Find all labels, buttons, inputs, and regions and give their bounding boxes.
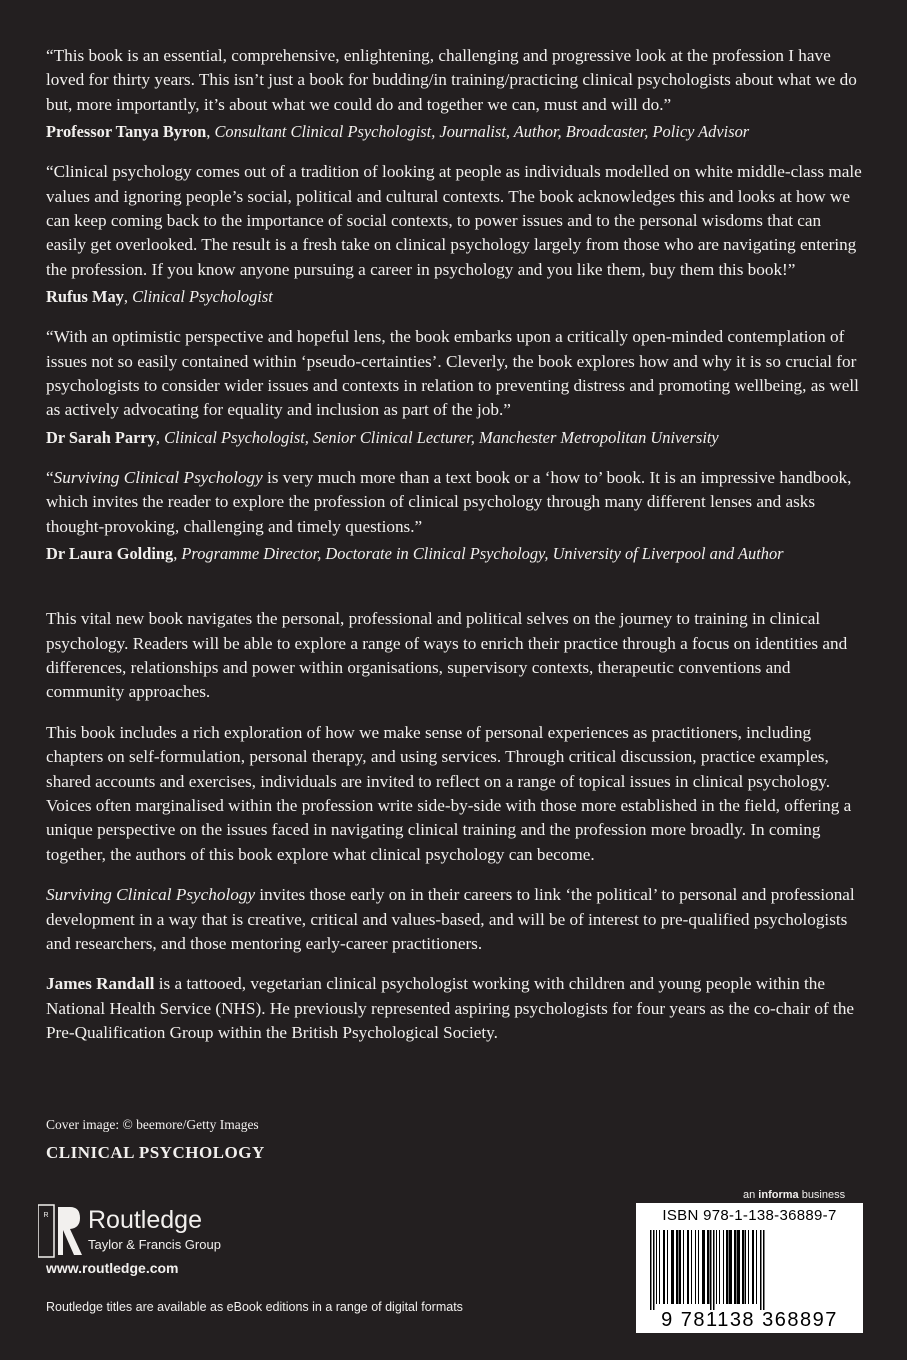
barcode-bar xyxy=(663,1230,665,1304)
barcode-bar xyxy=(659,1230,660,1304)
endorsement-quote: “This book is an essential, comprehensive, enlightening, challenging and progressive look at the profession I have loved for thirty years. This isn’t just a book for budding/in training/practicing clinical psychologists about what we do but, more importantly, it’s about what we could do and together we can, must and will do.” xyxy=(46,46,857,114)
description-paragraph xyxy=(46,883,864,956)
author-name: James Randall xyxy=(46,974,155,994)
barcode-bar xyxy=(737,1230,740,1304)
barcode-bar xyxy=(707,1230,710,1304)
barcode-bar xyxy=(687,1230,689,1304)
isbn-barcode xyxy=(636,1203,863,1333)
barcode-bar xyxy=(713,1230,715,1310)
barcode-bar xyxy=(729,1230,732,1304)
cover-credit: Cover image: © beemore/Getty Images xyxy=(46,1117,259,1132)
barcode-bar xyxy=(760,1230,762,1310)
publisher-logo xyxy=(38,1203,238,1259)
description-paragraph: This vital new book navigates the personal, professional and political selves on the journey to training in clinical psychology. Readers will be able to explore a range of ways to enrich their practice through a focus on identities and differences, relationships and power within organisations, supervisory contexts, therapeutic conventions and community approaches. xyxy=(46,609,848,702)
barcode-bar xyxy=(695,1230,696,1304)
endorser-name: Dr Laura Golding xyxy=(46,544,174,564)
description-paragraph: This book includes a rich exploration of how we make sense of personal experiences as practitioners, including chapters on self-formulation, personal therapy, and using services. Through critical discussion, practice examples, shared accounts and exercises, individuals are invited to reflect on a range of topical issues in clinical psychology. Voices often marginalised within the profession write side-by-side with those more established in the field, offering a unique perspective on the issues faced in navigating clinical training and the profession more broadly. In coming together, the authors of this book explore what clinical psychology can become. xyxy=(46,722,852,864)
endorser-role: Clinical Psychologist, Senior Clinical Lecturer, Manchester Metropolitan University xyxy=(164,427,719,447)
barcode-bars xyxy=(646,1230,853,1310)
paragraph-text: invites those early on in their careers to link ‘the political’ to personal and professional development in a way that is creative, critical and values-based, and will be of interest to pre-qualified psychologists and researchers, and those mentoring early-career practitioners. xyxy=(46,885,855,953)
barcode-bar xyxy=(650,1230,652,1310)
endorsement-quote xyxy=(46,466,864,539)
endorser-role: Consultant Clinical Psychologist, Journalist, Author, Broadcaster, Policy Advisor xyxy=(214,122,750,142)
endorsement xyxy=(46,466,864,565)
publisher-group: Taylor & Francis Group xyxy=(88,1237,221,1252)
barcode-bar xyxy=(763,1230,765,1310)
barcode-bar xyxy=(734,1230,737,1304)
barcode-bar xyxy=(719,1230,720,1304)
barcode-bar xyxy=(698,1230,699,1304)
informa-prefix: an xyxy=(743,1189,759,1201)
endorsement xyxy=(46,160,864,308)
barcode-bar xyxy=(710,1230,712,1310)
publisher-url[interactable]: www.routledge.com xyxy=(46,1260,179,1276)
endorsement-attribution: Dr Sarah Parry, Clinical Psychologist, Senior Clinical Lecturer, Manchester Metropolitan University xyxy=(46,427,719,447)
barcode-bar xyxy=(653,1230,655,1310)
barcode-bar xyxy=(748,1230,749,1304)
book-title: Surviving Clinical Psychology xyxy=(46,885,256,905)
barcode-bar xyxy=(752,1230,754,1304)
endorsement-quote: “Clinical psychology comes out of a tradition of looking at people as individuals modelled on white middle-class male values and ignoring people’s social, political and cultural contexts. The book acknowledges this and looks at how we can keep coming back to the importance of social contexts, to power issues and to the personal wisdoms that can easily get overlooked. The result is a fresh take on clinical psychology largely from those who are navigating entering the profession. If you know anyone pursuing a career in psychology and you like them, buy them this book!” xyxy=(46,162,862,279)
informa-suffix: business xyxy=(798,1189,846,1201)
endorsement-attribution: Professor Tanya Byron, Consultant Clinical Psychologist, Journalist, Author, Broadcaster, Policy Advisor xyxy=(46,122,750,142)
barcode-bar xyxy=(702,1230,705,1304)
svg-text:R: R xyxy=(43,1212,49,1219)
barcode-bar xyxy=(683,1230,684,1304)
ebook-note: Routledge titles are available as eBook editions in a range of digital formats xyxy=(46,1300,463,1314)
barcode-bar xyxy=(745,1230,746,1304)
informa-tagline xyxy=(743,1189,845,1201)
endorsement-attribution: Dr Laura Golding, Programme Director, Doctorate in Clinical Psychology, University of Liverpool and Author xyxy=(46,544,784,564)
book-title: Surviving Clinical Psychology xyxy=(53,467,263,487)
endorser-name: Professor Tanya Byron xyxy=(46,122,207,142)
barcode-bar xyxy=(723,1230,724,1304)
endorser-name: Rufus May xyxy=(46,287,124,307)
quote-text: is very much more than a text book or a ‘how to’ book. It is an impressive handbook, which invites the reader to explore the profession of clinical psychology through many different lenses and asks thought-provoking, challenging and timely questions.” xyxy=(46,467,852,536)
endorser-name: Dr Sarah Parry xyxy=(46,427,156,447)
back-cover-text xyxy=(46,44,864,1062)
publisher-name: Routledge xyxy=(88,1206,202,1234)
subject-category: CLINICAL PSYCHOLOGY xyxy=(46,1143,265,1162)
endorsement xyxy=(46,325,864,449)
endorsement-quote: “With an optimistic perspective and hopeful lens, the book embarks upon a critically open-minded contemplation of issues not so easily contained within ‘pseudo-certainties’. Cleverly, the book explores how and why it is so crucial for psychologists to consider wider issues and contexts in relation to preventing distress and promoting wellbeing, as well as actively advocating for equality and inclusion as part of the job.” xyxy=(46,327,859,420)
isbn-label: ISBN 978-1-138-36889-7 xyxy=(662,1207,837,1224)
barcode-bar xyxy=(671,1230,674,1304)
barcode-bar xyxy=(667,1230,668,1304)
barcode-bar xyxy=(756,1230,757,1304)
endorser-role: Programme Director, Doctorate in Clinical Psychology, University of Liverpool and Author xyxy=(181,544,784,564)
barcode-bar xyxy=(676,1230,679,1304)
endorser-role: Clinical Psychologist xyxy=(132,287,273,307)
barcode-bar xyxy=(691,1230,692,1304)
author-bio xyxy=(46,972,864,1045)
isbn-digits: 9 781138 368897 xyxy=(661,1309,838,1331)
barcode-bar xyxy=(679,1230,681,1304)
routledge-r-icon xyxy=(38,1203,84,1259)
quote-mark: “ xyxy=(46,467,54,487)
barcode-bar xyxy=(726,1230,729,1304)
barcode-bar xyxy=(656,1230,657,1304)
author-bio-text: is a tattooed, vegetarian clinical psychologist working with children and young people within the National Health Service (NHS). He previously represented aspiring psychologists for four years as the co-chair of the Pre-Qualification Group within the British Psychological Society. xyxy=(46,974,855,1043)
barcode-bar xyxy=(716,1230,717,1304)
informa-brand: informa xyxy=(758,1189,799,1201)
barcode-bar xyxy=(742,1230,745,1304)
endorsement xyxy=(46,44,864,143)
endorsement-attribution: Rufus May, Clinical Psychologist xyxy=(46,287,273,307)
